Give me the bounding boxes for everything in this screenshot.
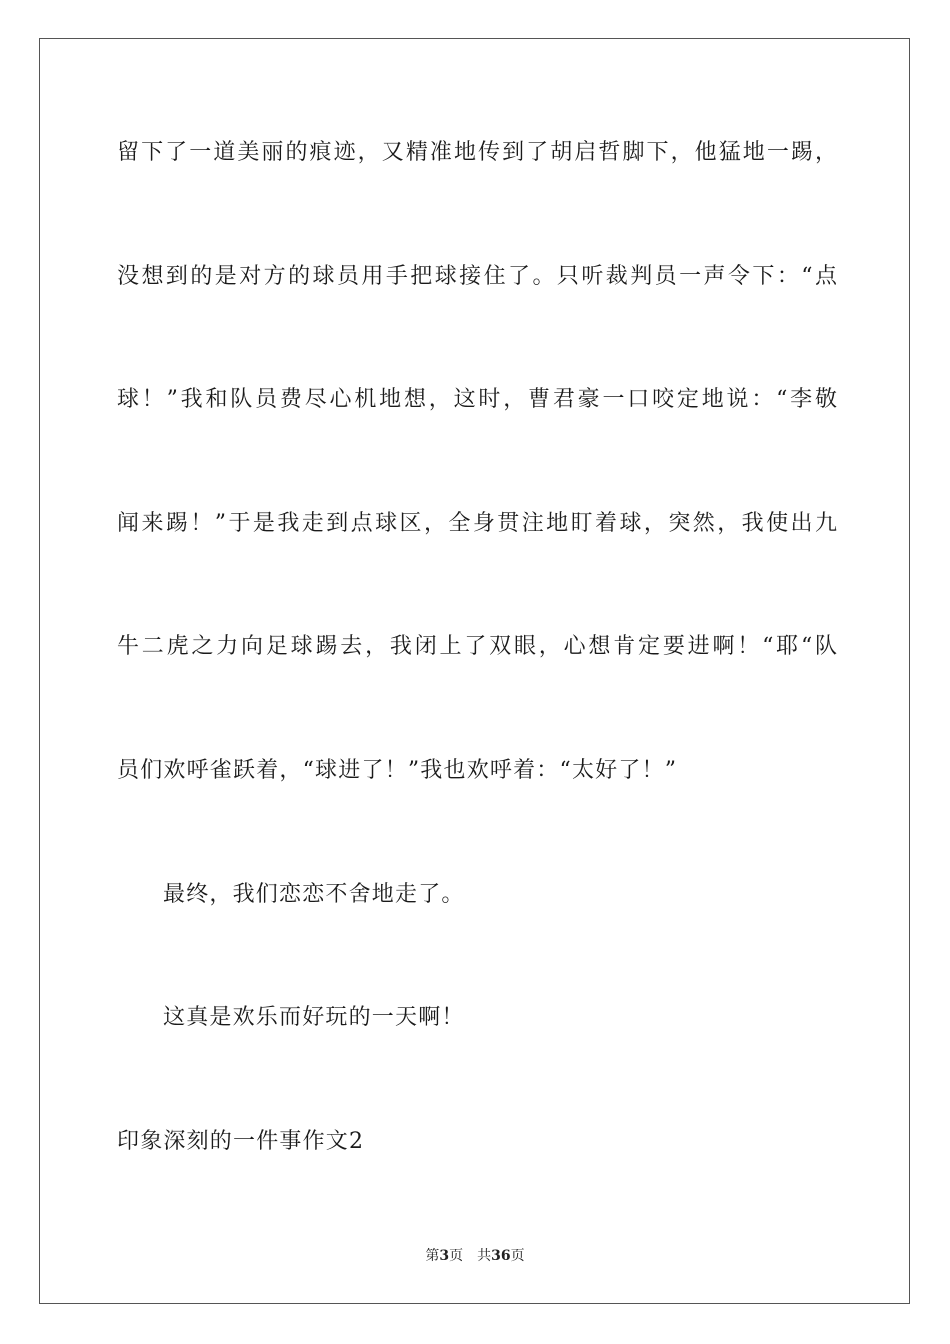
paragraph-line-6: 员们欢呼雀跃着，“球进了！”我也欢呼着：“太好了！”	[117, 758, 678, 783]
total-label-prefix: 共	[477, 1248, 492, 1264]
paragraph-line-5: 牛二虎之力向足球踢去，我闭上了双眼，心想肯定要进啊！“耶“队	[117, 634, 837, 659]
section-title: 印象深刻的一件事作文2	[117, 1129, 365, 1154]
total-label-suffix: 页	[510, 1248, 525, 1264]
page-footer	[0, 1247, 950, 1265]
page-number: 3	[439, 1248, 450, 1264]
page-frame	[39, 38, 910, 1304]
paragraph-ending-1: 最终，我们恋恋不舍地走了。	[163, 882, 465, 907]
page-label-prefix: 第	[425, 1248, 440, 1264]
paragraph-line-1: 留下了一道美丽的痕迹，又精准地传到了胡启哲脚下，他猛地一踢，	[117, 140, 837, 165]
paragraph-line-4: 闻来踢！”于是我走到点球区，全身贯注地盯着球，突然，我使出九	[117, 511, 837, 536]
paragraph-ending-2: 这真是欢乐而好玩的一天啊！	[163, 1005, 465, 1030]
paragraph-line-2: 没想到的是对方的球员用手把球接住了。只听裁判员一声令下：“点	[117, 264, 837, 289]
paragraph-line-3: 球！”我和队员费尽心机地想，这时，曹君豪一口咬定地说：“李敬	[117, 387, 837, 412]
total-pages: 36	[491, 1248, 511, 1264]
page-label-suffix: 页	[449, 1248, 464, 1264]
